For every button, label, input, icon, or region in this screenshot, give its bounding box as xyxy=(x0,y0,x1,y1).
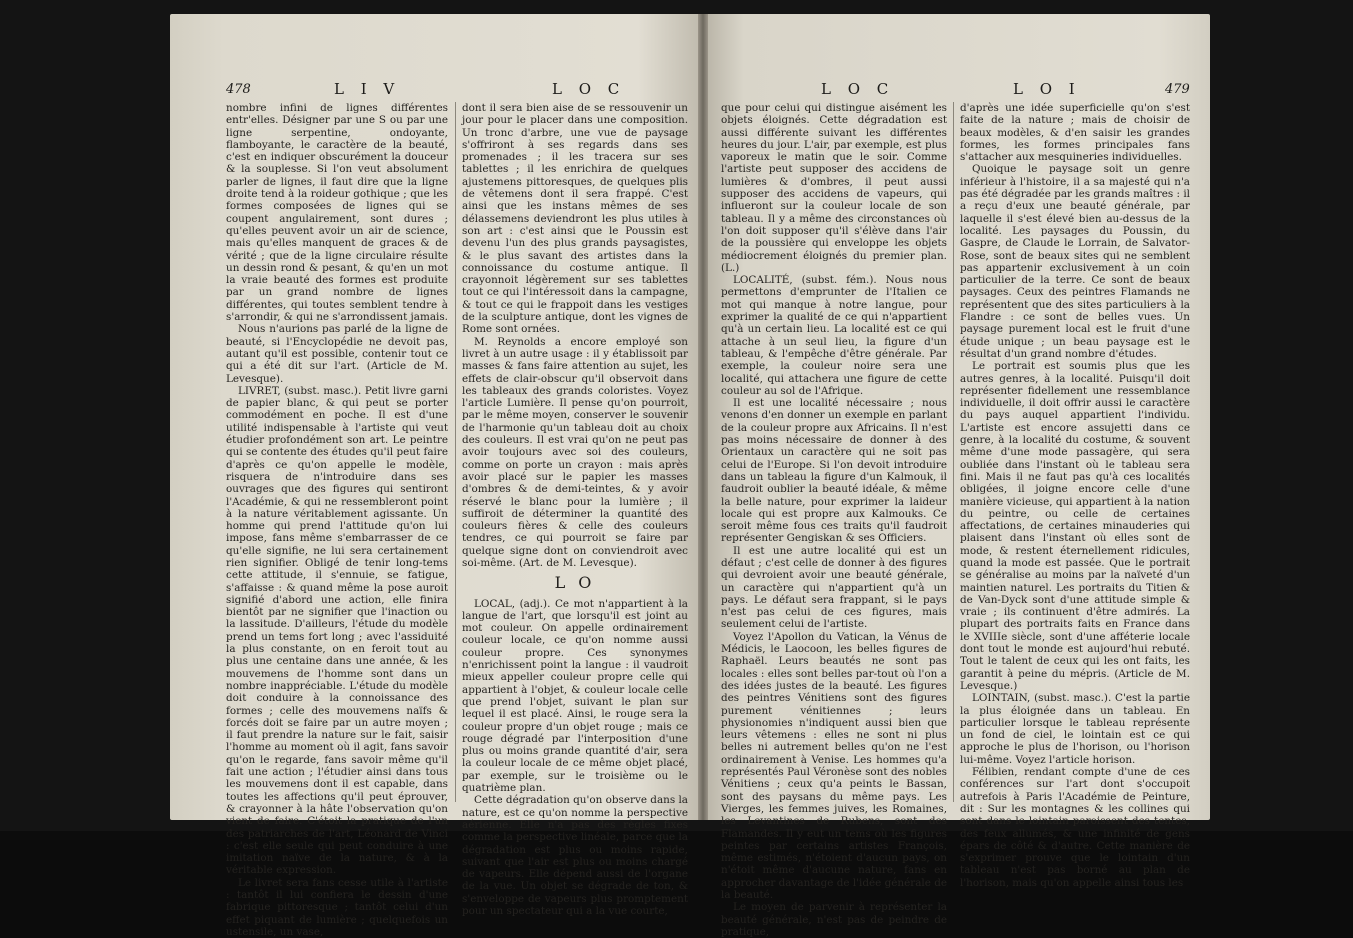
book-gutter xyxy=(698,14,708,820)
paragraph: Cette dégradation qu'on observe dans la nature, est ce qu'on nomme la perspective aérienne. Elle n'a pas des règles fixes comme la perspective linéale, parce que la dégradation est plus ou moins rapide, suivant que l'air est plus ou moins chargé de vapeurs. Elle dépend aussi de l'organe de la vue. Un objet se dégrade de ton, & s'enveloppe de vapeurs plus promptement pour un spectateur qui a la vue courte, xyxy=(462,794,688,917)
right-column-1 xyxy=(721,102,947,938)
paragraph: Voyez l'Apollon du Vatican, la Vénus de Médicis, le Laocoon, les belles figures de Raphaël. Leurs beautés ne sont pas locales : elles sont belles par-tout où l'on a des idées justes de la beauté. Les figures des peintres Vénitiens sont des figures purement vénitiennes ; leurs physionomies n'indiquent aussi bien que leurs vêtemens : elles ne sont ni plus belles ni autrement belles qu'on ne l'est ordinairement à Venise. Les hommes qu'a représentés Paul Véronèse sont des nobles Vénitiens ; ceux qu'a peints le Bassan, sont des paysans du même pays. Les Vierges, les femmes juives, les Romaines, les Levantines de Rubens, sont des Flamandes. Il y eut un tems où les figures peintes par certains artistes François, même estimés, n'étoient d'aucun pays, on n'étoit même d'aucune nature, fans en approcher davantage de l'idée générale de la beauté. xyxy=(721,630,947,901)
paragraph: Le livret sera fans cesse utile à l'artiste : tantôt il lui confiera le dessin d'une fabrique pittoresque ; tantôt celui d'un effet piquant de lumière ; quelquefois un ustensile, un vase, xyxy=(226,876,448,938)
entry-localite: LOCALITÉ, (subst. fém.). Nous nous permettons d'emprunter de l'Italien ce mot qui manque à notre langue, pour exprimer la qualité de ce qui n'appartient qu'à un certain lieu. La localité est ce qui attache à un seul lieu, la figure d'un tableau, & l'empêche d'être générale. Par exemple, la couleur noire sera une localité, qui attachera une figure de cette couleur au sol de l'Afrique. xyxy=(721,274,947,397)
paragraph: Il est une autre localité qui est un défaut ; c'est celle de donner à des figures qui devroient avoir une beauté générale, un caractère qui n'appartient qu'à un pays. Le défaut sera frappant, si le pays n'est pas celui de ces figures, mais seulement celui de l'artiste. xyxy=(721,544,947,631)
paragraph: Félibien, rendant compte d'une de ces conférences sur l'art dont s'occupoit autrefois à Paris l'Académie de Peinture, dit : Sur les montagnes & les collines qui sont dans le lointain paroissent des tentes, des feux allumés, & une infinité de gens épars de côté & d'autre. Cette manière de s'exprimer prouve que le lointain d'un tableau n'est pas borné au plan de l'horison, mais qu'on appelle ainsi tous les xyxy=(960,766,1190,889)
paragraph: nombre infini de lignes différentes entr'elles. Désigner par une S ou par une ligne serpentine, ondoyante, flamboyante, le caractère de la beauté, c'est en indiquer obscurément la douceur & la souplesse. Si l'on veut absolument parler de lignes, il faut dire que la ligne droite tend à la roideur gothique ; que les formes composées de lignes qui se coupent angulairement, sont dures ; qu'elles peuvent avoir un air de science, mais qu'elles manquent de graces & de vérité ; que de la ligne circulaire résulte un dessin rond & pesant, & qu'en un mot la vraie beauté des formes est produite par un grand nombre de lignes différentes, qui toutes semblent tendre à s'arrondir, & qui ne s'arrondissent jamais. xyxy=(226,102,448,324)
paragraph: d'après une idée superficielle qu'on s'est faite de la nature ; mais de choisir de beaux modèles, & d'en saisir les grandes formes, les formes principales fans s'attacher aux mesquineries individuelles. xyxy=(960,102,1190,164)
right-page-number: 479 xyxy=(1165,82,1190,97)
paragraph: dont il sera bien aise de se ressouvenir un jour pour le placer dans une composition. Un tronc d'arbre, une vue de paysage s'offriront à ses regards dans ses promenades ; il les tracera sur ses tablettes ; il les enrichira de quelques ajustemens pittoresques, de quelques plis de vêtemens dont il sera frappé. C'est ainsi que les instans mêmes de ses délassemens deviendront les plus utiles à son art : c'est ainsi que le Poussin est devenu l'un des plus grands paysagistes, & le plus savant des artistes dans la connoissance du costume antique. Il crayonnoit légèrement sur ses tablettes tout ce qui l'intéressoit dans la campagne, & tout ce qui le frappoit dans les vestiges de la sculpture antique, dont les vignes de Rome sont ornées. xyxy=(462,102,688,336)
right-header-left: L O C xyxy=(821,80,895,98)
paragraph: Le portrait est soumis plus que les autres genres, à la localité. Puisqu'il doit représenter fidellement une ressemblance individuelle, il doit offrir aussi le caractère du pays auquel appartient l'individu. L'artiste est encore assujetti dans ce genre, à la localité du costume, & souvent même d'une mode passagère, qui sera oubliée dans l'instant où le tableau sera fini. Mais il ne faut pas qu'à ces localités obligées, il joigne encore celle d'une manière vicieuse, qui appartient à la nation du peintre, ou celle de certaines affectations, de certaines minauderies qui plaisent dans l'instant où elles sont de mode, & restent éternellement ridicules, quand la mode est passée. Que le portrait se généralise au moins par la naïveté d'un maintien naturel. Les portraits du Titien & de Van-Dyck sont d'une attitude simple & vraie ; ils continuent d'être admirés. La plupart des portraits faits en France dans le XVIIIe siècle, sont d'une afféterie locale dont tout le monde est aujourd'hui rebuté. Tout le talent de ceux qui les ont faits, les garantit à peine du mépris. (Article de M. Levesque.) xyxy=(960,360,1190,692)
left-page xyxy=(170,14,702,938)
entry-livret: LIVRET, (subst. masc.). Petit livre garni de papier blanc, & qui peut se porter commodément en poche. Il est d'une utilité indispensable à l'artiste qui veut étudier profondément son art. Le peintre qui se contente des études qu'il peut faire d'après ce qu'on appelle le modèle, risquera de n'introduire dans ses ouvrages que des figures qui sentiront l'Académie, & qui ne ressembleront point à la nature véritablement agissante. Un homme qui prend l'attitude qu'on lui impose, fans même s'embarrasser de ce qu'elle signifie, ne lui sera certainement rien signifier. Obligé de tenir long-tems cette attitude, il s'ennuie, se fatigue, s'affaisse : & quand même la pose auroit signifié d'abord une action, elle finira bientôt par ne signifier que l'inaction ou la lassitude. D'ailleurs, l'étude du modèle prend un tems fort long ; avec l'assiduité la plus constante, on en feroit tout au plus une centaine dans une année, & les mouvemens de l'homme sont dans un nombre inappréciable. L'étude du modèle doit conduire à la connoissance des formes ; celle des mouvemens naïfs & forcés doit se faire par un autre moyen ; il faut prendre la nature sur le fait, saisir l'homme au moment où il agit, fans savoir qu'on le regarde, fans savoir même qu'il fait une action ; l'étudier ainsi dans tous les mouvemens dont il est capable, dans toutes les affections qu'il peut éprouver, & crayonner à la hâte l'observation qu'on vient de faire. C'étoit la pratique de l'un des patriarches de l'art, Léonard de Vinci : c'est elle seule qui peut conduire à une imitation naïve de la nature, & à la véritable expression. xyxy=(226,384,448,877)
column-rule xyxy=(953,102,954,802)
column-rule xyxy=(455,102,456,802)
entry-local: LOCAL, (adj.). Ce mot n'appartient à la langue de l'art, que lorsqu'il est joint au mot couleur. On appelle ordinairement couleur locale, ce qu'on nomme aussi couleur propre. Ces synonymes n'enrichissent point la langue : il vaudroit mieux appeller couleur propre celle qui appartient à l'objet, & couleur locale celle que prend l'objet, suivant le plan sur lequel il est placé. Ainsi, le rouge sera la couleur propre d'un objet rouge ; mais ce rouge dégradé par l'interposition d'une plus ou moins grande quantité d'air, sera la couleur locale de ce même objet placé, par exemple, sur le troisième ou le quatrième plan. xyxy=(462,597,688,795)
paragraph: que pour celui qui distingue aisément les objets éloignés. Cette dégradation est aussi différente suivant les différentes heures du jour. L'air, par exemple, est plus vaporeux le matin que le soir. Comme l'artiste peut supposer des accidens de lumières & d'ombres, il peut aussi supposer des accidens de vapeurs, qui influeront sur la couleur locale de son tableau. Il y a même des circonstances où l'on doit supposer qu'il s'élève dans l'air de la poussière qui enveloppe les objets médiocrement éloignés du premier plan. (L.) xyxy=(721,102,947,274)
paragraph: Il est une localité nécessaire ; nous venons d'en donner un exemple en parlant de la couleur propre aux Africains. Il n'est pas moins nécessaire de donner à des Orientaux un caractère qui ne soit pas celui de l'Europe. Si l'on devoit introduire dans un tableau la figure d'un Kalmouk, il faudroit oublier la beauté idéale, & même la belle nature, pour exprimer la laideur locale qui est propre aux Kalmouks. Ce seroit même fous ces traits qu'il faudroit représenter Gengiskan & ses Officiers. xyxy=(721,397,947,545)
right-header-right: L O I xyxy=(1013,80,1081,98)
entry-lointain: LOINTAIN, (subst. masc.). C'est la partie la plus éloignée dans un tableau. En particulier lorsque le tableau représente un fond de ciel, le lointain est ce qui approche le plus de l'horison, ou l'horison lui-même. Voyez l'article horison. xyxy=(960,692,1190,766)
right-page xyxy=(703,14,1210,938)
paragraph: Quoique le paysage soit un genre inférieur à l'histoire, il a sa majesté qui n'a pas été dégradée par les grands maîtres : il a reçu d'eux une beauté générale, par laquelle il s'est élevé bien au-dessus de la localité. Les paysages du Poussin, du Gaspre, de Claude le Lorrain, de Salvator-Rose, sont de beaux sites qui ne semblent pas appartenir exclusivement à un coin particulier de la terre. Ce sont de beaux paysages. Ceux des peintres Flamands ne représentent que des sites particuliers à la Flandre : ce sont de belles vues. Un paysage purement local est le fruit d'une étude unique ; un beau paysage est le résultat d'un grand nombre d'études. xyxy=(960,163,1190,360)
right-column-2 xyxy=(960,102,1190,889)
paragraph: Le moyen de parvenir à représenter la beauté générale, n'est pas de peindre de pratique, xyxy=(721,901,947,938)
paragraph: Nous n'aurions pas parlé de la ligne de beauté, si l'Encyclopédie ne devoit pas, autant qu'il est possible, contenir tout ce qui a été dit sur l'art. (Article de M. Levesque). xyxy=(226,323,448,385)
left-page-number: 478 xyxy=(226,82,251,97)
left-header-left: L I V xyxy=(334,80,401,98)
left-column-2 xyxy=(462,102,688,917)
paragraph: M. Reynolds a encore employé son livret à un autre usage : il y établissoit par masses & fans faire attention au sujet, les effets de clair-obscur qu'il observoit dans les tableaux des grands coloristes. Voyez l'article Lumière. Il pense qu'on pourroit, par le même moyen, conserver le souvenir de l'harmonie qu'un tableau doit au choix des couleurs. Il est vrai qu'on ne peut pas avoir toujours avec soi des couleurs, comme on porte un crayon : mais après avoir placé sur le papier les masses d'ombres & de demi-teintes, & y avoir réservé le blanc pour la lumière ; il suffiroit de déterminer la quantité des couleurs fières & celle des couleurs tendres, ce qui pourroit se faire par quelque signe dont on conviendroit avec soi-même. (Art. de M. Levesque). xyxy=(462,335,688,569)
left-header-right: L O C xyxy=(552,80,626,98)
section-heading-lo: L O xyxy=(554,573,596,593)
left-column-1 xyxy=(226,102,448,938)
